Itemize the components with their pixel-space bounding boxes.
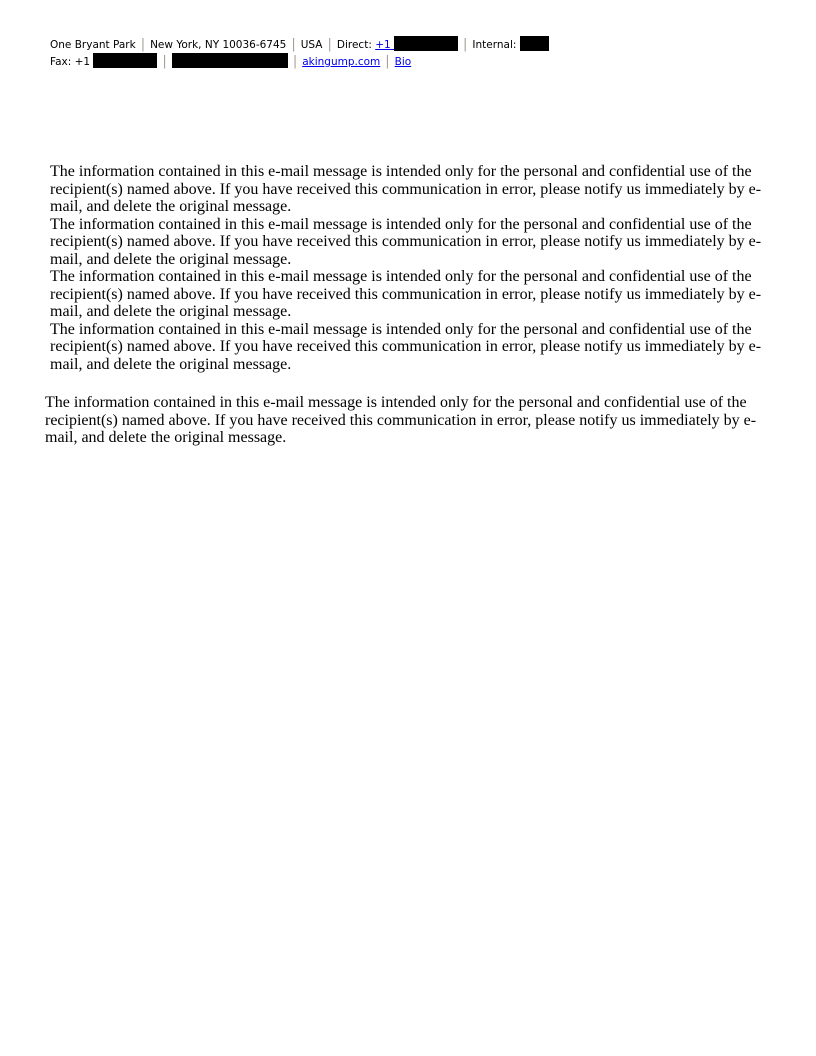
disclaimer-paragraph: The information contained in this e-mail message is intended only for the personal and confidential use of the recipient(s) named above. If you have received this communication in error, please notify us immediately by e-mail, and delete the original message.: [50, 268, 762, 320]
direct-phone-link[interactable]: +1: [375, 39, 391, 51]
separator: |: [385, 54, 390, 69]
website-link[interactable]: akingump.com: [302, 56, 381, 68]
country: USA: [300, 39, 323, 51]
disclaimer-paragraph: The information contained in this e-mail message is intended only for the personal and confidential use of the recipient(s) named above. If you have received this communication in error, please notify us immediately by e-mail, and delete the original message.: [50, 163, 762, 215]
address: One Bryant Park: [50, 39, 136, 51]
separator: |: [162, 54, 167, 69]
separator: |: [463, 37, 468, 52]
separator: |: [292, 54, 298, 69]
separator: |: [291, 37, 296, 52]
redaction: [172, 53, 288, 68]
direct-label: Direct:: [336, 39, 372, 51]
signature-line-2: [50, 53, 411, 70]
redaction: [93, 53, 157, 68]
disclaimer-paragraph: The information contained in this e-mail message is intended only for the personal and confidential use of the recipient(s) named above. If you have received this communication in error, please notify us immediately by e-mail, and delete the original message.: [45, 394, 757, 446]
separator: |: [327, 37, 332, 52]
separator: |: [140, 37, 146, 52]
internal-label: Internal:: [472, 39, 517, 51]
redaction: [520, 36, 549, 51]
signature-line-1: [50, 36, 549, 53]
bio-link[interactable]: Bio: [394, 56, 412, 68]
fax-label: Fax: +1: [50, 56, 91, 68]
city: New York, NY 10036-6745: [150, 39, 287, 51]
disclaimer-paragraph: The information contained in this e-mail message is intended only for the personal and confidential use of the recipient(s) named above. If you have received this communication in error, please notify us immediately by e-mail, and delete the original message.: [50, 215, 762, 268]
disclaimer-paragraph: The information contained in this e-mail message is intended only for the personal and confidential use of the recipient(s) named above. If you have received this communication in error, please notify us immediately by e-mail, and delete the original message.: [50, 320, 762, 373]
redaction: [394, 36, 458, 51]
